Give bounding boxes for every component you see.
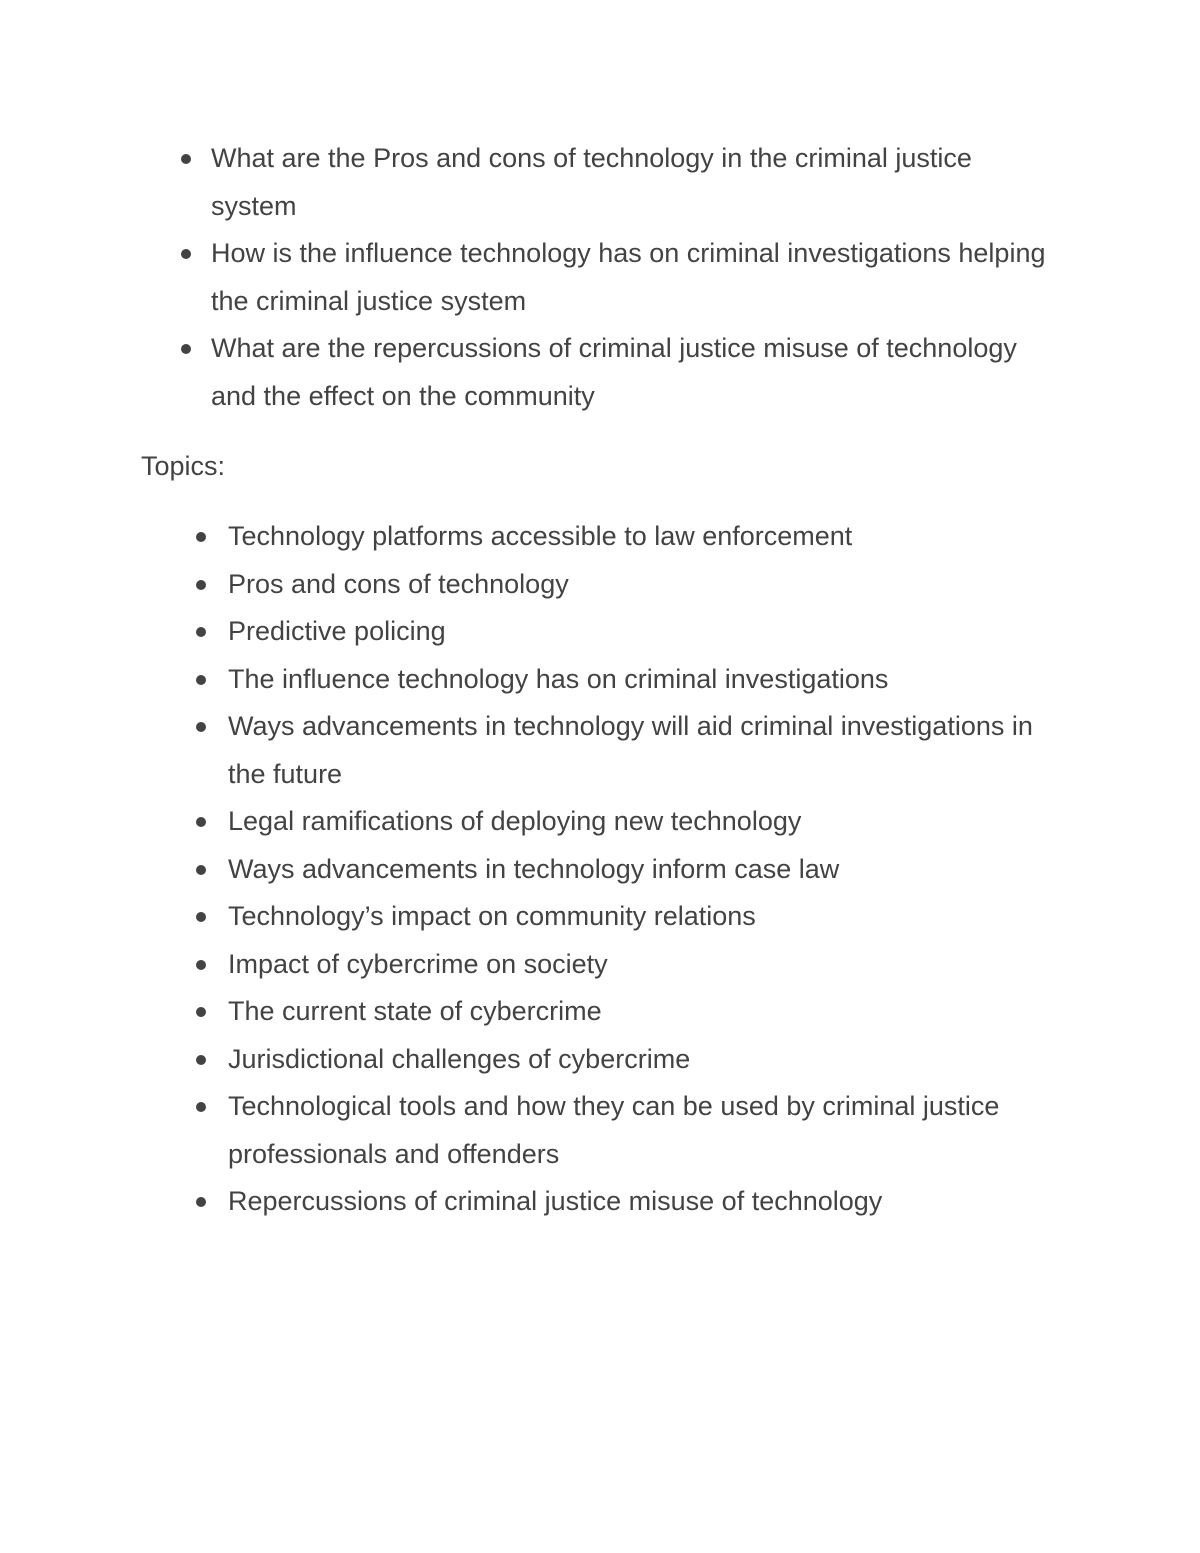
list-item xyxy=(228,703,1068,798)
bullet-icon xyxy=(196,865,206,875)
bullet-icon xyxy=(196,1197,206,1207)
topic-text: Technology platforms accessible to law enforcement xyxy=(228,521,853,551)
list-item xyxy=(228,1036,1068,1084)
list-item xyxy=(228,893,1068,941)
list-item xyxy=(228,988,1068,1036)
list-item xyxy=(228,1178,1068,1226)
list-item xyxy=(228,1083,1068,1178)
topic-text: Predictive policing xyxy=(228,616,446,646)
topic-text: Legal ramifications of deploying new technology xyxy=(228,806,802,836)
topic-text: Impact of cybercrime on society xyxy=(228,948,608,979)
topic-text: Ways advancements in technology will aid criminal investigations in the future xyxy=(228,711,1033,789)
bullet-icon xyxy=(196,817,206,827)
bullet-icon xyxy=(181,154,191,164)
list-item xyxy=(228,846,1068,894)
topic-text: Pros and cons of technology xyxy=(228,568,569,599)
questions-list xyxy=(211,135,1051,420)
list-item xyxy=(228,798,1068,846)
bullet-icon xyxy=(196,722,206,732)
question-text: What are the Pros and cons of technology in the criminal justice system xyxy=(211,143,972,221)
bullet-icon xyxy=(196,675,206,685)
bullet-icon xyxy=(196,627,206,637)
topic-text: The current state of cybercrime xyxy=(228,996,602,1026)
bullet-icon xyxy=(196,580,206,590)
list-item xyxy=(228,941,1068,989)
bullet-icon xyxy=(181,344,191,354)
topic-text: Repercussions of criminal justice misuse of technology xyxy=(228,1186,883,1216)
list-item xyxy=(211,325,1051,420)
bullet-icon xyxy=(196,1102,206,1112)
question-text: How is the influence technology has on criminal investigations helping the criminal justice system xyxy=(211,238,1046,316)
topic-text: Jurisdictional challenges of cybercrime xyxy=(228,1043,691,1074)
bullet-icon xyxy=(196,1007,206,1017)
topics-heading: Topics: xyxy=(141,451,226,481)
topic-text: The influence technology has on criminal investigations xyxy=(228,663,889,694)
bullet-icon xyxy=(196,532,206,542)
list-item xyxy=(211,230,1051,325)
list-item xyxy=(228,513,1068,561)
topic-text: Ways advancements in technology inform case law xyxy=(228,853,840,884)
bullet-icon xyxy=(196,1055,206,1065)
bullet-icon xyxy=(181,249,191,259)
list-item xyxy=(228,656,1068,704)
bullet-icon xyxy=(196,960,206,970)
topic-text: Technological tools and how they can be used by criminal justice professionals and offenders xyxy=(228,1091,1000,1169)
bullet-icon xyxy=(196,912,206,922)
question-text: What are the repercussions of criminal justice misuse of technology and the effect on the community xyxy=(211,333,1017,411)
list-item xyxy=(228,561,1068,609)
topics-list xyxy=(228,513,1068,1226)
topic-text: Technology’s impact on community relations xyxy=(228,901,756,931)
list-item xyxy=(211,135,1051,230)
list-item xyxy=(228,608,1068,656)
